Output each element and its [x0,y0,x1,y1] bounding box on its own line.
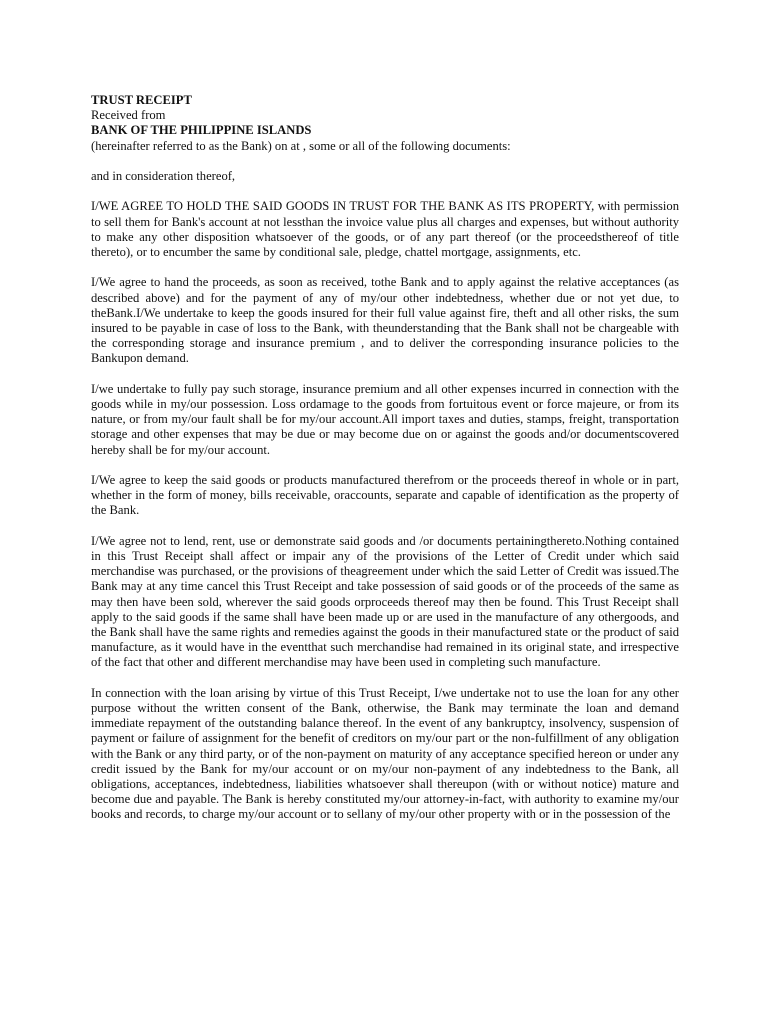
document-title: TRUST RECEIPT [91,93,192,107]
paragraph-keep-goods-separate: I/We agree to keep the said goods or products manufactured therefrom or the proceeds thereof in whole or in part, whether in the form of money, bills receivable, oraccounts, separate and capable of identification as the property of the Bank. [91,473,679,518]
paragraph-no-lending: I/We agree not to lend, rent, use or demonstrate said goods and /or documents pertainingthereto.Nothing contained in this Trust Receipt shall affect or impair any of the provisions of the Letter of Credit under which said merchandise was purchased, or the provisions of theagreement under which the said Letter of Credit was issued.The Bank may at any time cancel this Trust Receipt and take possession of said goods or of the proceeds of the same as may then have been sold, wherever the said goods orproceeds thereof may then be found. This Trust Receipt shall apply to the said goods if the same shall have been made up or are used in the manufacture of any othergoods, and the Bank shall have the same rights and remedies against the goods in their manufactured state or the product of said manufacture, as it would have in the eventthat such merchandise had remained in its original state, and irrespective of the fact that other and different merchandise may have been used in completing such manufacture. [91,533,679,670]
paragraph-storage-expenses: I/we undertake to fully pay such storage, insurance premium and all other expenses incurred in connection with the goods while in my/our possession. Loss ordamage to the goods from fortuitous event or force majeure, or from its nature, or from my/our fault shall be for my/our account.All import taxes and duties, stamps, freight, transportation storage and other expenses that may be due or may become due on or against the goods and/or documentscovered hereby shall be for my/our account. [91,381,679,457]
paragraph-hold-goods: I/WE AGREE TO HOLD THE SAID GOODS IN TRUST FOR THE BANK AS ITS PROPERTY, with permission to sell them for Bank's account at not lessthan the invoice value plus all charges and expenses, but without authority to make any other disposition whatsoever of the goods, or of any part thereof (or the proceedsthereof of title thereto), or to encumber the same by conditional sale, pledge, chattel mortgage, assignments, etc. [91,199,679,259]
document-header [91,93,679,154]
received-from-label: Received from [91,108,166,123]
bank-name: BANK OF THE PHILIPPINE ISLANDS [91,123,312,138]
consideration-line: and in consideration thereof, [91,169,236,183]
intro-line: (hereinafter referred to as the Bank) on at , some or all of the following documents: [91,138,511,153]
paragraph-proceeds-insurance: I/We agree to hand the proceeds, as soon as received, tothe Bank and to apply against the relative acceptances (as described above) and for the payment of any of my/our other indebtedness, whether due or not yet due, to theBank.I/We undertake to keep the goods insured for their full value against fire, theft and all other risks, the sum insured to be payable in case of loss to the Bank, with theunderstanding that the Bank shall not be chargeable with the corresponding storage and insurance premium , and to deliver the corresponding insurance policies to the Bankupon demand. [91,275,679,366]
paragraph-loan-connection: In connection with the loan arising by virtue of this Trust Receipt, I/we undertake not to use the loan for any other purpose without the written consent of the Bank, otherwise, the Bank may terminate the loan and demand immediate repayment of the outstanding balance thereof. In the event of any bankruptcy, insolvency, suspension of payment or failure of assignment for the benefit of creditors on my/our part or the non-fulfillment of any obligation with the Bank or any third party, or of the non-payment on maturity of any acceptance specified hereon or under any credit issued by the Bank for my/our account or on my/our non-payment of any indebtedness to the Bank, all obligations, acceptances, indebtedness, liabilities whatsoever shall thereupon (with or without notice) mature and become due and payable. The Bank is hereby constituted my/our attorney-in-fact, with authority to examine my/our books and records, to charge my/our account or to sellany of my/our other property with or in the possession of the [91,685,679,822]
